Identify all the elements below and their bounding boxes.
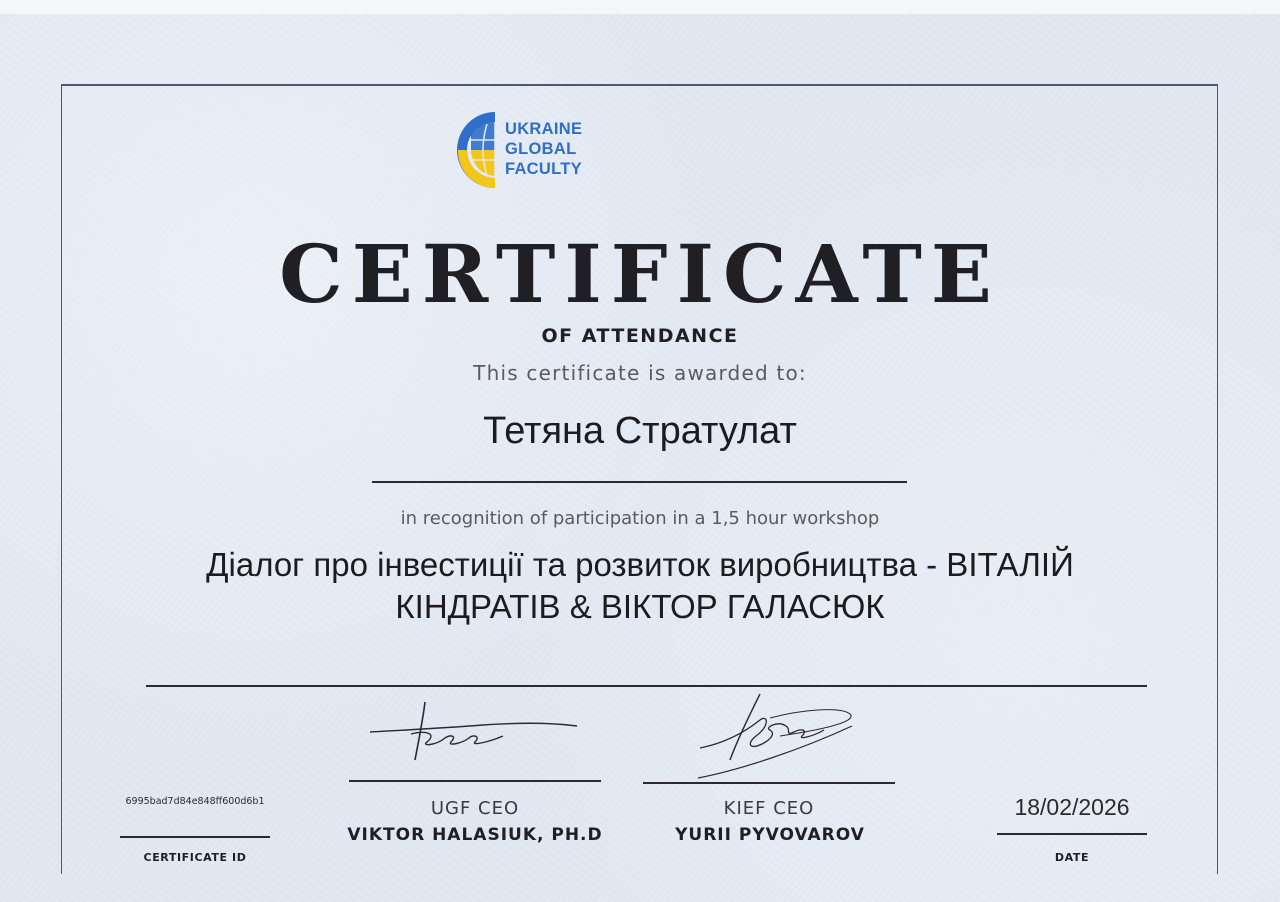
recognition-text: in recognition of participation in a 1,5 hour workshop [400,508,880,529]
workshop-title: Діалог про інвестиції та розвиток виробництва - ВІТАЛІЙ КІНДРАТІВ & ВІКТОР ГАЛАСЮК [206,546,1074,625]
certificate-id-label: CERTIFICATE ID [143,851,247,864]
certificate-id-line [120,836,270,838]
certificate-id-value: 6995bad7d84e848ff600d6b1 [125,796,265,807]
signature-line-2 [643,782,895,784]
date-line [997,833,1147,835]
logo-line-global: GLOBAL [505,140,577,158]
certificate-frame [61,84,1218,874]
globe-icon [457,110,501,190]
footer-divider [146,685,1147,687]
date-value: 18/02/2026 [1014,794,1130,820]
logo-line-faculty: FACULTY [505,160,582,178]
recipient-underline [372,481,907,483]
signature-line-1 [349,780,601,782]
signature-pyvovarov [690,690,860,782]
signatory-1-role: UGF CEO [430,798,520,819]
signatory-2-role: KIEF CEO [723,798,815,819]
signature-halasiuk [365,694,585,766]
signatory-1-name: VIKTOR HALASIUK, PH.D [347,825,603,845]
logo-wordmark [505,119,582,179]
date-label: DATE [1054,851,1090,864]
signatory-2-name: YURII PYVOVAROV [675,825,865,845]
logo-line-ukraine: UKRAINE [505,120,583,138]
ugf-logo [457,110,597,190]
recipient-name: Тетяна Стратулат [483,410,797,452]
certificate-subtitle: OF ATTENDANCE [541,325,739,347]
awarded-to-text: This certificate is awarded to: [473,361,807,385]
certificate-sheet [0,14,1280,902]
certificate-title: CERTIFICATE [279,227,1001,321]
